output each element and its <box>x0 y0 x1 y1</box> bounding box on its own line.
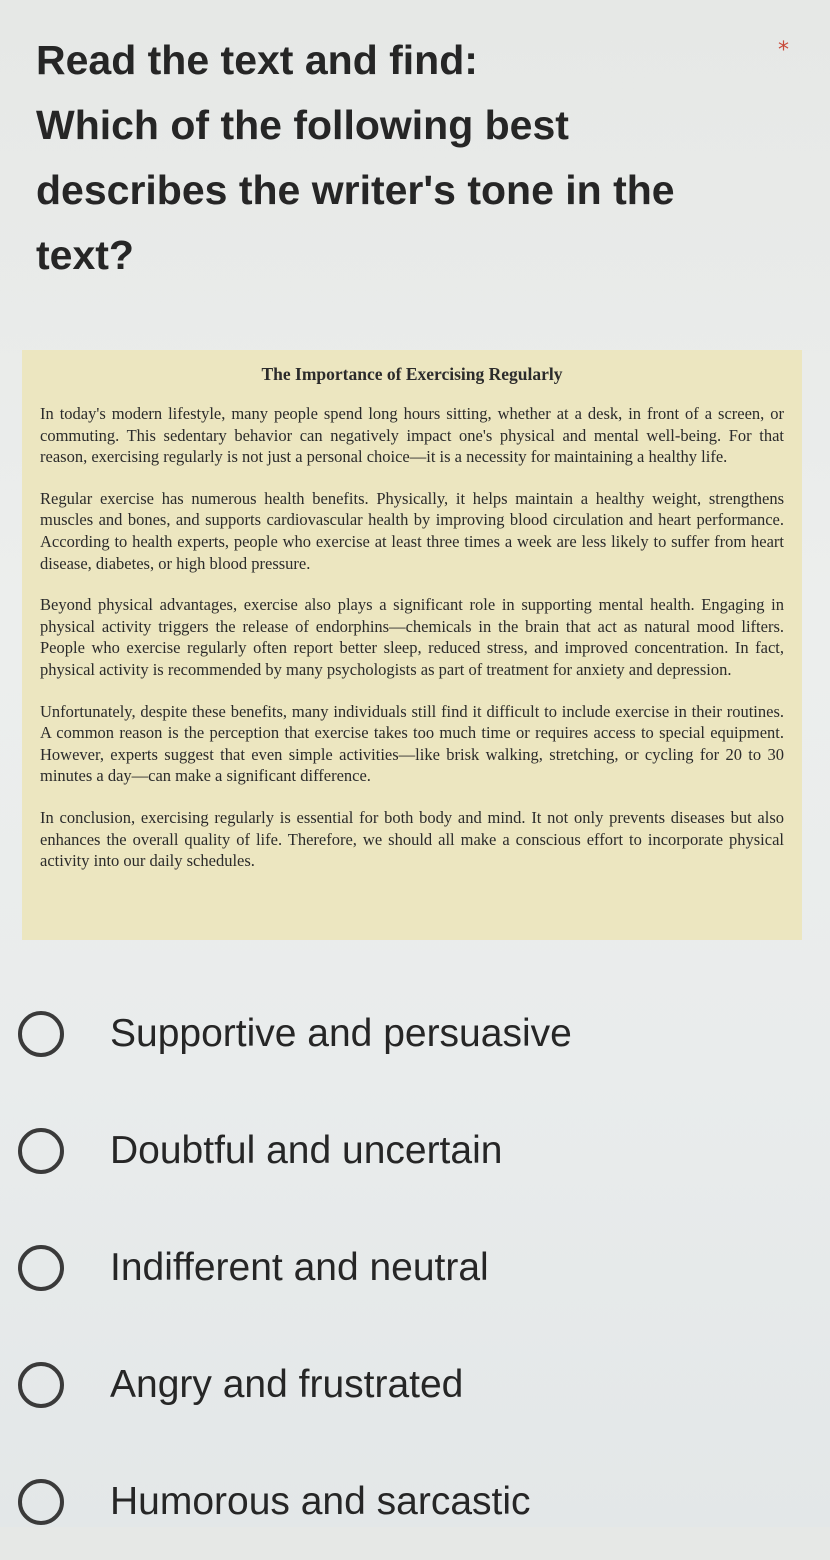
answer-options <box>18 975 808 1560</box>
option-angry-and-frustrated[interactable] <box>18 1326 808 1443</box>
option-supportive-and-persuasive[interactable] <box>18 975 808 1092</box>
question-line: Which of the following best <box>36 102 569 148</box>
reading-passage <box>22 350 802 940</box>
passage-paragraph: Unfortunately, despite these benefits, many individuals still find it difficult to include exercise in their routines. A common reason is the perception that exercise takes too much time or requires access to special equipment. However, experts suggest that even simple activities—like brisk walking, stretching, or cycling for 20 to 30 minutes a day—can make a significant difference. <box>40 701 784 786</box>
required-marker: * <box>778 38 789 63</box>
option-humorous-and-sarcastic[interactable] <box>18 1443 808 1560</box>
question-line: text? <box>36 232 134 278</box>
radio-button[interactable] <box>18 1245 64 1291</box>
radio-button[interactable] <box>18 1011 64 1057</box>
passage-paragraph: Regular exercise has numerous health benefits. Physically, it helps maintain a healthy weight, strengthens muscles and bones, and supports cardiovascular health by improving blood circulation and heart performance. According to health experts, people who exercise at least three times a week are less likely to suffer from heart disease, diabetes, or high blood pressure. <box>40 488 784 573</box>
question-line: describes the writer's tone in the <box>36 167 675 213</box>
passage-paragraph: In conclusion, exercising regularly is essential for both body and mind. It not only prevents diseases but also enhances the overall quality of life. Therefore, we should all make a conscious effort to incorporate physical activity into our daily schedules. <box>40 807 784 871</box>
radio-button[interactable] <box>18 1479 64 1525</box>
option-doubtful-and-uncertain[interactable] <box>18 1092 808 1209</box>
question-line: Read the text and find: <box>36 37 478 83</box>
option-label: Supportive and persuasive <box>110 1011 572 1055</box>
option-indifferent-and-neutral[interactable] <box>18 1209 808 1326</box>
passage-paragraph: Beyond physical advantages, exercise also plays a significant role in supporting mental health. Engaging in physical activity triggers the release of endorphins—chemicals in the brain that act as natural mood lifters. People who exercise regularly often report better sleep, reduced stress, and improved concentration. In fact, physical activity is recommended by many psychologists as part of treatment for anxiety and depression. <box>40 595 784 679</box>
question-text <box>36 28 776 288</box>
radio-button[interactable] <box>18 1362 64 1408</box>
option-label: Indifferent and neutral <box>110 1245 489 1289</box>
option-label: Angry and frustrated <box>110 1362 464 1406</box>
passage-paragraph: In today's modern lifestyle, many people spend long hours sitting, whether at a desk, in front of a screen, or commuting. This sedentary behavior can negatively impact one's physical and mental well-being. For that reason, exercising regularly is not just a personal choice—it is a necessity for maintaining a healthy life. <box>40 404 784 467</box>
option-label: Humorous and sarcastic <box>110 1479 531 1523</box>
option-label: Doubtful and uncertain <box>110 1128 503 1172</box>
passage-title: The Importance of Exercising Regularly <box>261 364 563 384</box>
radio-button[interactable] <box>18 1128 64 1174</box>
